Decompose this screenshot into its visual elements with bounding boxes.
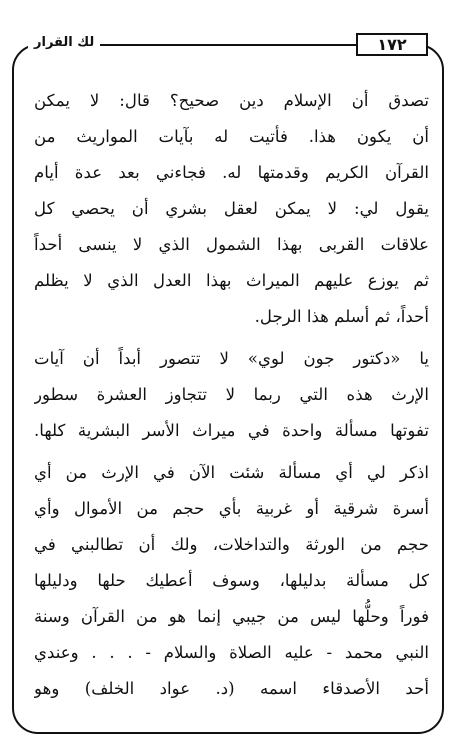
body-text: [34, 83, 429, 707]
paragraph: [34, 83, 429, 335]
paragraph: [34, 455, 429, 707]
text-line: يا «دكتور جون لوي» لا تتصور أبداً أن آيات: [34, 349, 429, 368]
text-line: كل مسألة بدليلها، وسوف أعطيك حلها ودليلها: [34, 571, 429, 590]
page-header: [0, 33, 469, 59]
text-line: أحد الأصدقاء اسمه (د. عواد الخلف) وهو: [34, 679, 429, 698]
text-line: اذكر لي أي مسألة شئت الآن في الإرث من أي: [34, 463, 429, 482]
text-line: النبي محمد - عليه الصلاة والسلام - . . . وعندي: [34, 643, 429, 662]
running-title: لك القرار: [28, 34, 100, 52]
text-line: الإرث هذه التي ربما لا تتجاوز العشرة سطور: [34, 385, 429, 404]
text-line: حجم من الورثة والتداخلات، ولك أن تطالبني في: [34, 535, 429, 554]
text-line: أحداً، ثم أسلم هذا الرجل.: [254, 307, 429, 326]
text-line: علاقات القربى بهذا الشمول الذي لا ينسى أحداً: [34, 235, 429, 254]
text-line: فوراً وحلُّها ليس من جيبي إنما هو من القرآن وسنة: [34, 607, 429, 626]
text-line: أسرة شرقية أو غربية بأي حجم من الأموال وأي: [34, 499, 429, 518]
text-line: تفوتها مسألة واحدة في ميراث الأسر البشرية كلها.: [34, 421, 429, 440]
paragraph: [34, 341, 429, 449]
text-line: أن يكون هذا. فأتيت له بآيات المواريث من: [34, 127, 429, 146]
text-line: ثم يوزع عليهم الميراث بهذا العدل الذي لا يظلم: [34, 271, 429, 290]
text-line: يقول لي: لا يمكن لعقل بشري أن يحصي كل: [34, 199, 429, 218]
text-line: القرآن الكريم وقدمتها له. فجاءني بعد عدة أيام: [34, 163, 429, 182]
text-line: تصدق أن الإسلام دين صحيح؟ قال: لا يمكن: [34, 91, 429, 110]
page-number: ١٧٢: [356, 33, 428, 56]
